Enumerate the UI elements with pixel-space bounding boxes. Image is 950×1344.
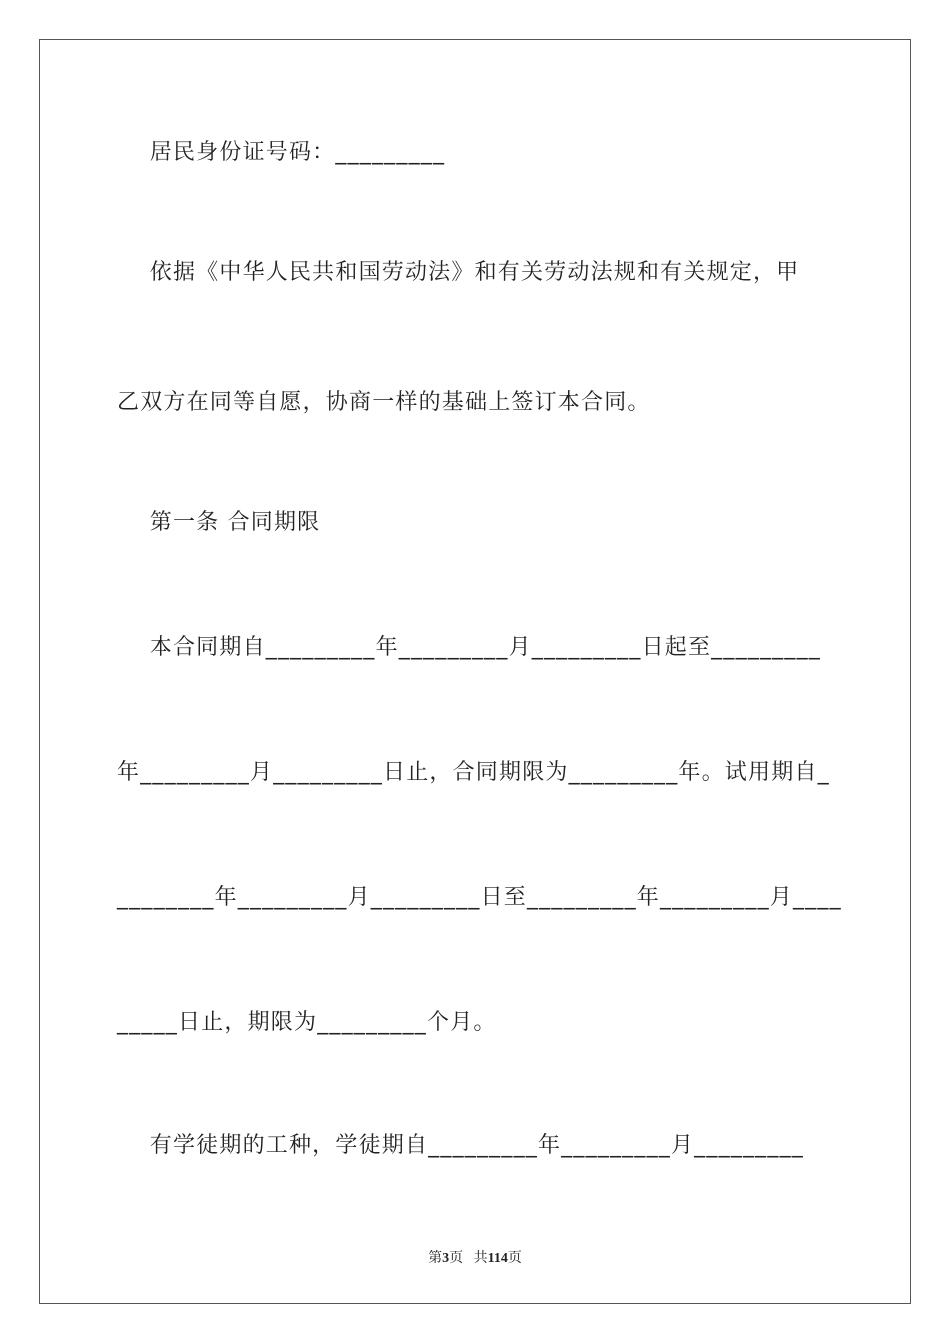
page-border (39, 39, 911, 1304)
total-suffix: 页 (507, 1251, 522, 1266)
section-heading: 第一条 合同期限 (117, 510, 321, 535)
total-pages: 114 (487, 1251, 508, 1266)
paragraph-line: 依据《中华人民共和国劳动法》和有关劳动法规和有关规定，甲 (117, 260, 800, 285)
paragraph-line: 年_________月_________日止，合同期限为_________年。试用期自_ (117, 760, 830, 785)
page-prefix: 第 (428, 1251, 443, 1266)
total-prefix: 共 (473, 1251, 488, 1266)
page-footer (0, 1247, 950, 1267)
paragraph-line: _____日止，期限为_________个月。 (117, 1010, 497, 1035)
paragraph-line: 有学徒期的工种，学徒期自_________年_________月_________ (117, 1133, 804, 1158)
page-number: 3 (442, 1251, 450, 1266)
paragraph-line: ________年_________月_________日至_________年_________月____ (117, 885, 842, 910)
paragraph-line: 本合同期自_________年_________月_________日起至_________ (117, 635, 821, 660)
id-number-line: 居民身份证号码：_________ (117, 140, 446, 165)
paragraph-line: 乙双方在同等自愿，协商一样的基础上签订本合同。 (117, 390, 651, 415)
page-suffix: 页 (449, 1251, 464, 1266)
